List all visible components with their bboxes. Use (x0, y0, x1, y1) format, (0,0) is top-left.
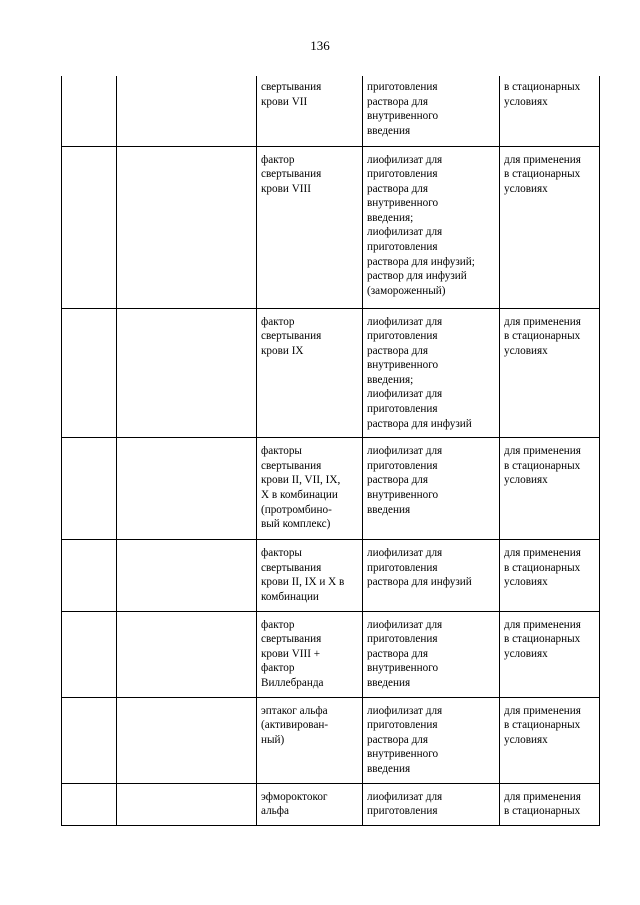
cell-line: в стационарных (504, 719, 581, 732)
cell-line: фактор (261, 662, 295, 675)
page-number: 136 (310, 38, 330, 53)
cell-line: введения; (367, 211, 414, 224)
cell-line: в стационарных (504, 633, 581, 646)
atc-code-cell (62, 76, 117, 146)
cell-line: условиях (504, 95, 548, 108)
cell-line: условиях (504, 344, 548, 357)
cell-line: внутривенного (367, 748, 439, 761)
cell-line: факторы (261, 547, 302, 560)
dosage-form-cell (363, 540, 500, 611)
dosage-form-cell (363, 438, 500, 540)
cell-line: в стационарных (504, 168, 581, 181)
cell-line: приготовления (367, 168, 438, 181)
cell-line: раствора для инфузий (367, 417, 472, 430)
cell-line: раствора для инфузий (367, 576, 472, 589)
cell-line: лиофилизат для (367, 445, 443, 458)
cell-line: фактор (261, 315, 295, 328)
atc-code-cell (62, 438, 117, 540)
cell-line: приготовления (367, 330, 438, 343)
drug-name-cell (257, 697, 363, 783)
cell-line: лиофилизат для (367, 315, 443, 328)
table-row (62, 438, 600, 540)
cell-line: вый комплекс) (261, 518, 331, 531)
group-cell (117, 611, 257, 697)
cell-line: приготовления (367, 241, 438, 254)
cell-line: раствора для (367, 647, 428, 660)
cell-line: лиофилизат для (367, 153, 443, 166)
cell-line: для применения (504, 445, 581, 458)
cell-line: приготовления (367, 805, 438, 818)
cell-line: введения (367, 124, 411, 137)
cell-line: в стационарных (504, 81, 581, 93)
cell-line: (протромбино- (261, 503, 332, 516)
cell-line: для применения (504, 547, 581, 560)
cell-line: крови VII (261, 95, 308, 108)
atc-code-cell (62, 783, 117, 825)
cell-line: приготовления (367, 633, 438, 646)
cell-line: условиях (504, 733, 548, 746)
cell-line: в стационарных (504, 459, 581, 472)
cell-line: комбинации (261, 591, 319, 604)
cell-line: для применения (504, 153, 581, 166)
cell-line: в стационарных (504, 561, 581, 574)
group-cell (117, 783, 257, 825)
conditions-cell (500, 76, 600, 146)
cell-line: лиофилизат для (367, 388, 443, 401)
cell-line: приготовления (367, 459, 438, 472)
conditions-cell (500, 438, 600, 540)
cell-line: крови IX (261, 344, 304, 357)
group-cell (117, 76, 257, 146)
drug-name-cell (257, 438, 363, 540)
conditions-cell (500, 697, 600, 783)
cell-line: введения (367, 677, 411, 689)
cell-line: раствора для (367, 733, 428, 746)
conditions-cell (500, 308, 600, 438)
cell-line: ный) (261, 733, 285, 746)
cell-line: раствора для (367, 474, 428, 487)
cell-line: для применения (504, 704, 581, 717)
dosage-form-cell (363, 611, 500, 697)
dosage-form-cell (363, 697, 500, 783)
cell-line: для применения (504, 315, 581, 328)
table-row (62, 611, 600, 697)
dosage-form-cell (363, 146, 500, 308)
cell-line: внутривенного (367, 110, 439, 123)
cell-line: введения; (367, 373, 414, 386)
group-cell (117, 438, 257, 540)
table-row (62, 146, 600, 308)
cell-line: условиях (504, 182, 548, 195)
cell-line: приготовления (367, 561, 438, 574)
table-row (62, 540, 600, 611)
cell-line: приготовления (367, 403, 438, 416)
atc-code-cell (62, 611, 117, 697)
group-cell (117, 308, 257, 438)
cell-line: внутривенного (367, 359, 439, 372)
cell-line: (активирован- (261, 719, 329, 732)
cell-line: раствора для (367, 95, 428, 108)
cell-line: крови VIII + (261, 647, 321, 660)
cell-line: лиофилизат для (367, 704, 443, 717)
cell-line: в стационарных (504, 805, 581, 818)
conditions-cell (500, 540, 600, 611)
cell-line: свертывания (261, 81, 322, 93)
dosage-form-cell (363, 76, 500, 146)
cell-line: введения (367, 763, 411, 775)
cell-line: фактор (261, 618, 295, 631)
cell-line: лиофилизат для (367, 226, 443, 239)
group-cell (117, 146, 257, 308)
cell-line: раствора для инфузий; (367, 255, 475, 268)
cell-line: внутривенного (367, 197, 439, 210)
cell-line: эптаког альфа (261, 704, 328, 717)
atc-code-cell (62, 146, 117, 308)
conditions-cell (500, 146, 600, 308)
cell-line: факторы (261, 445, 302, 458)
drug-name-cell (257, 611, 363, 697)
dosage-form-cell (363, 308, 500, 438)
cell-line: лиофилизат для (367, 618, 443, 631)
group-cell (117, 697, 257, 783)
cell-line: введения (367, 503, 411, 516)
drug-table (61, 76, 600, 826)
table-row (62, 308, 600, 438)
drug-name-cell (257, 540, 363, 611)
cell-line: для применения (504, 790, 581, 803)
cell-line: раствора для (367, 344, 428, 357)
cell-line: условиях (504, 474, 548, 487)
cell-line: (замороженный) (367, 284, 446, 297)
cell-line: эфмороктоког (261, 790, 328, 803)
cell-line: крови II, IX и X в (261, 576, 345, 589)
cell-line: приготовления (367, 81, 438, 93)
cell-line: для применения (504, 618, 581, 631)
cell-line: свертывания (261, 633, 322, 646)
cell-line: альфа (261, 805, 289, 818)
cell-line: внутривенного (367, 489, 439, 502)
cell-line: фактор (261, 153, 295, 166)
cell-line: лиофилизат для (367, 790, 443, 803)
cell-line: приготовления (367, 719, 438, 732)
cell-line: в стационарных (504, 330, 581, 343)
cell-line: X в комбинации (261, 489, 338, 502)
cell-line: свертывания (261, 168, 322, 181)
drug-name-cell (257, 308, 363, 438)
cell-line: условиях (504, 576, 548, 589)
dosage-form-cell (363, 783, 500, 825)
cell-line: свертывания (261, 561, 322, 574)
cell-line: свертывания (261, 330, 322, 343)
cell-line: свертывания (261, 459, 322, 472)
cell-line: лиофилизат для (367, 547, 443, 560)
atc-code-cell (62, 308, 117, 438)
table-row (62, 783, 600, 825)
atc-code-cell (62, 697, 117, 783)
cell-line: внутривенного (367, 662, 439, 675)
cell-line: раствора для (367, 182, 428, 195)
cell-line: Виллебранда (261, 677, 324, 689)
cell-line: крови II, VII, IX, (261, 474, 341, 487)
cell-line: крови VIII (261, 182, 311, 195)
conditions-cell (500, 783, 600, 825)
table-row (62, 697, 600, 783)
conditions-cell (500, 611, 600, 697)
drug-name-cell (257, 783, 363, 825)
cell-line: раствор для инфузий (367, 270, 467, 283)
table-row (62, 76, 600, 146)
group-cell (117, 540, 257, 611)
cell-line: условиях (504, 647, 548, 660)
atc-code-cell (62, 540, 117, 611)
drug-name-cell (257, 146, 363, 308)
drug-name-cell (257, 76, 363, 146)
